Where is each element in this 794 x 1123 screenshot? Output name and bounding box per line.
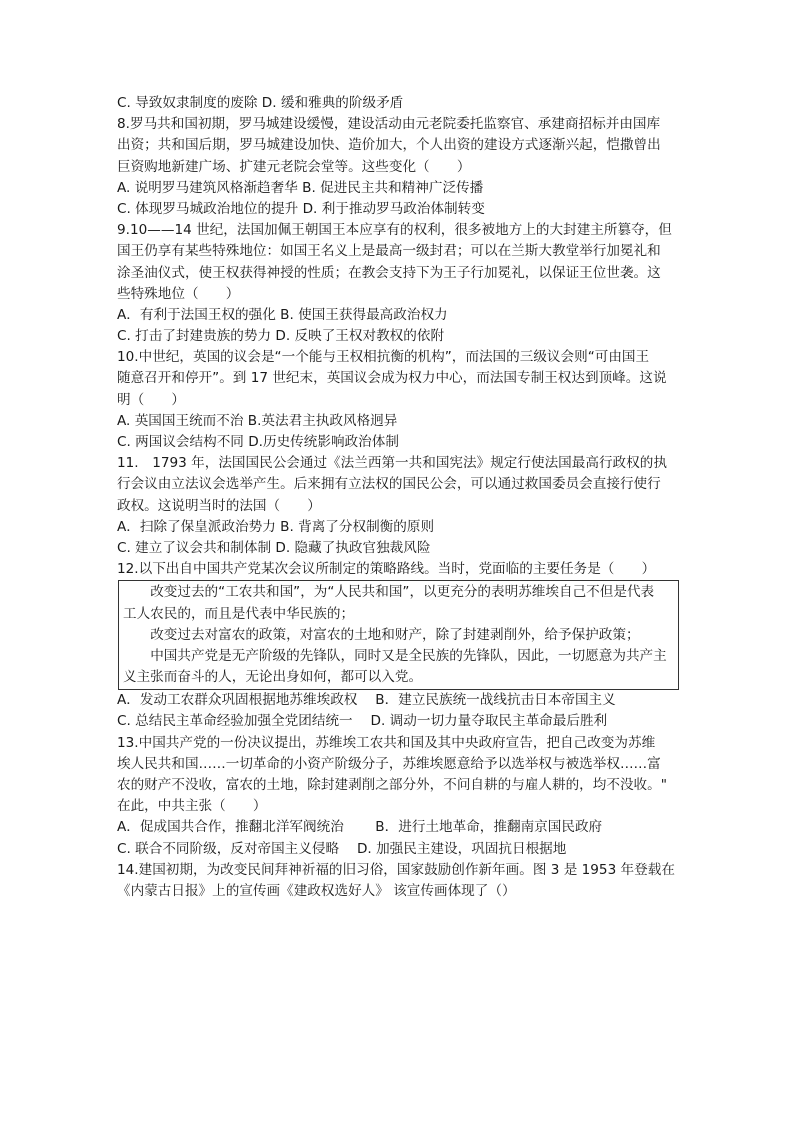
text-line: 巨资购地新建广场、扩建元老院会堂等。这些变化（ ） [117,158,471,175]
text-line: 随意召开和停开”。到 17 世纪末，英国议会成为权力中心，而法国专制王权达到顶峰。这说 [117,370,667,387]
text-line: 些特殊地位（ ） [117,285,240,302]
text-line: 明（ ） [117,391,185,408]
option-line: A. 英国国王统而不治 B.英法君主执政风格迥异 [117,412,398,429]
text-line: 14.建国初期，为改变民间拜神祈福的旧习俗，国家鼓励创作新年画。图 3 是 1953 年登载在 [117,861,675,878]
text-line: 行会议由立法议会选举产生。后来拥有立法权的国民公会，可以通过救国委员会直接行使行 [117,476,661,493]
question-text [117,93,679,902]
text-line: 政权。这说明当时的法国（ ） [117,497,321,514]
text-line: 出资；共和国后期，罗马城建设加快、造价加大，个人出资的建设方式逐渐兴起，恺撒曾出 [117,137,661,154]
option-line: C. 联合不同阶级，反对帝国主义侵略 D. 加强民主建设，巩固抗日根据地 [117,840,567,857]
text-line: 埃人民共和国……一切革命的小资产阶级分子，苏维埃愿意给予以选举权与被选举权……富 [117,755,661,772]
option-line: A. 说明罗马建筑风格渐趋奢华 B. 促进民主共和精神广泛传播 [117,179,484,196]
text-line: 10.中世纪，英国的议会是“一个能与王权相抗衡的机构”，而法国的三级议会则“可由国王 [117,349,650,366]
text-line: 8.罗马共和国初期，罗马城建设缓慢，建设活动由元老院委托监察官、承建商招标并由国库 [117,116,661,133]
material-line: 工人农民的，而且是代表中华民族的； [123,605,355,622]
option-line: C. 两国议会结构不同 D.历史传统影响政治体制 [117,434,399,450]
text-line: 涂圣油仪式，使王权获得神授的性质；在教会支持下为王子行加冕礼，以保证王位世袭。这 [117,264,661,281]
option-line: C. 体现罗马城政治地位的提升 D. 利于推动罗马政治体制转变 [117,200,485,217]
option-line: A．扫除了保皇派政治势力 B. 背离了分权制衡的原则 [117,518,435,535]
option-line: A．有利于法国王权的强化 B. 使国王获得最高政治权力 [117,306,448,323]
text-line: 国王仍享有某些特殊地位：如国王名义上是最高一级封君；可以在兰斯大教堂举行加冕礼和 [117,243,661,260]
text-line: 《内蒙古日报》上的宣传画《建政权选好人》 该宣传画体现了（） [117,882,516,899]
option-line: C. 总结民主革命经验加强全党团结统一 D. 调动一切力量夺取民主革命最后胜利 [117,713,608,730]
quoted-material-box [118,580,679,690]
material-line: 改变过去对富农的政策，对富农的土地和财产，除了封建剥削外，给予保护政策； [150,626,640,643]
option-line: A．发动工农群众巩固根据地苏维埃政权 B．建立民族统一战线抗击日本帝国主义 [117,692,616,709]
text-line: 农的财产不没收，富农的土地，除封建剥削之部分外，不问自耕的与雇人耕的，均不没收。" [117,777,667,793]
text-line: 在此，中共主张（ ） [117,798,267,815]
text-line: 12.以下出自中国共产党某次会议所制定的策略路线。当时，党面临的主要任务是（ ） [117,561,656,578]
material-line: 义主张而奋斗的人，无论出身如何，都可以入党。 [123,669,423,686]
text-line: C. 导致奴隶制度的废除 D. 缓和雅典的阶级矛盾 [117,95,404,111]
material-line: 改变过去的“工农共和国”，为“人民共和国”，以更充分的表明苏维埃自己不但是代表 [150,584,655,601]
option-line: C. 打击了封建贵族的势力 D. 反映了王权对教权的依附 [117,328,445,345]
material-line: 中国共产党是无产阶级的先锋队，同时又是全民族的先锋队，因此，一切愿意为共产主 [150,647,667,664]
text-line: 13.中国共产党的一份决议提出，苏维埃工农共和国及其中央政府宣告，把自己改变为苏维 [117,734,656,751]
option-line: A．促成国共合作，推翻北洋军阀统治 B．进行土地革命，推翻南京国民政府 [117,819,603,836]
option-line: C. 建立了议会共和制体制 D. 隐藏了执政官独裁风险 [117,539,431,556]
text-line: 9.10——14 世纪，法国加佩王朝国王本应享有的权利，很多被地方上的大封建主所篡夺，但 [117,222,672,239]
text-line: 11. 1793 年，法国国民公会通过《法兰西第一共和国宪法》规定行使法国最高行政权的执 [117,455,667,472]
